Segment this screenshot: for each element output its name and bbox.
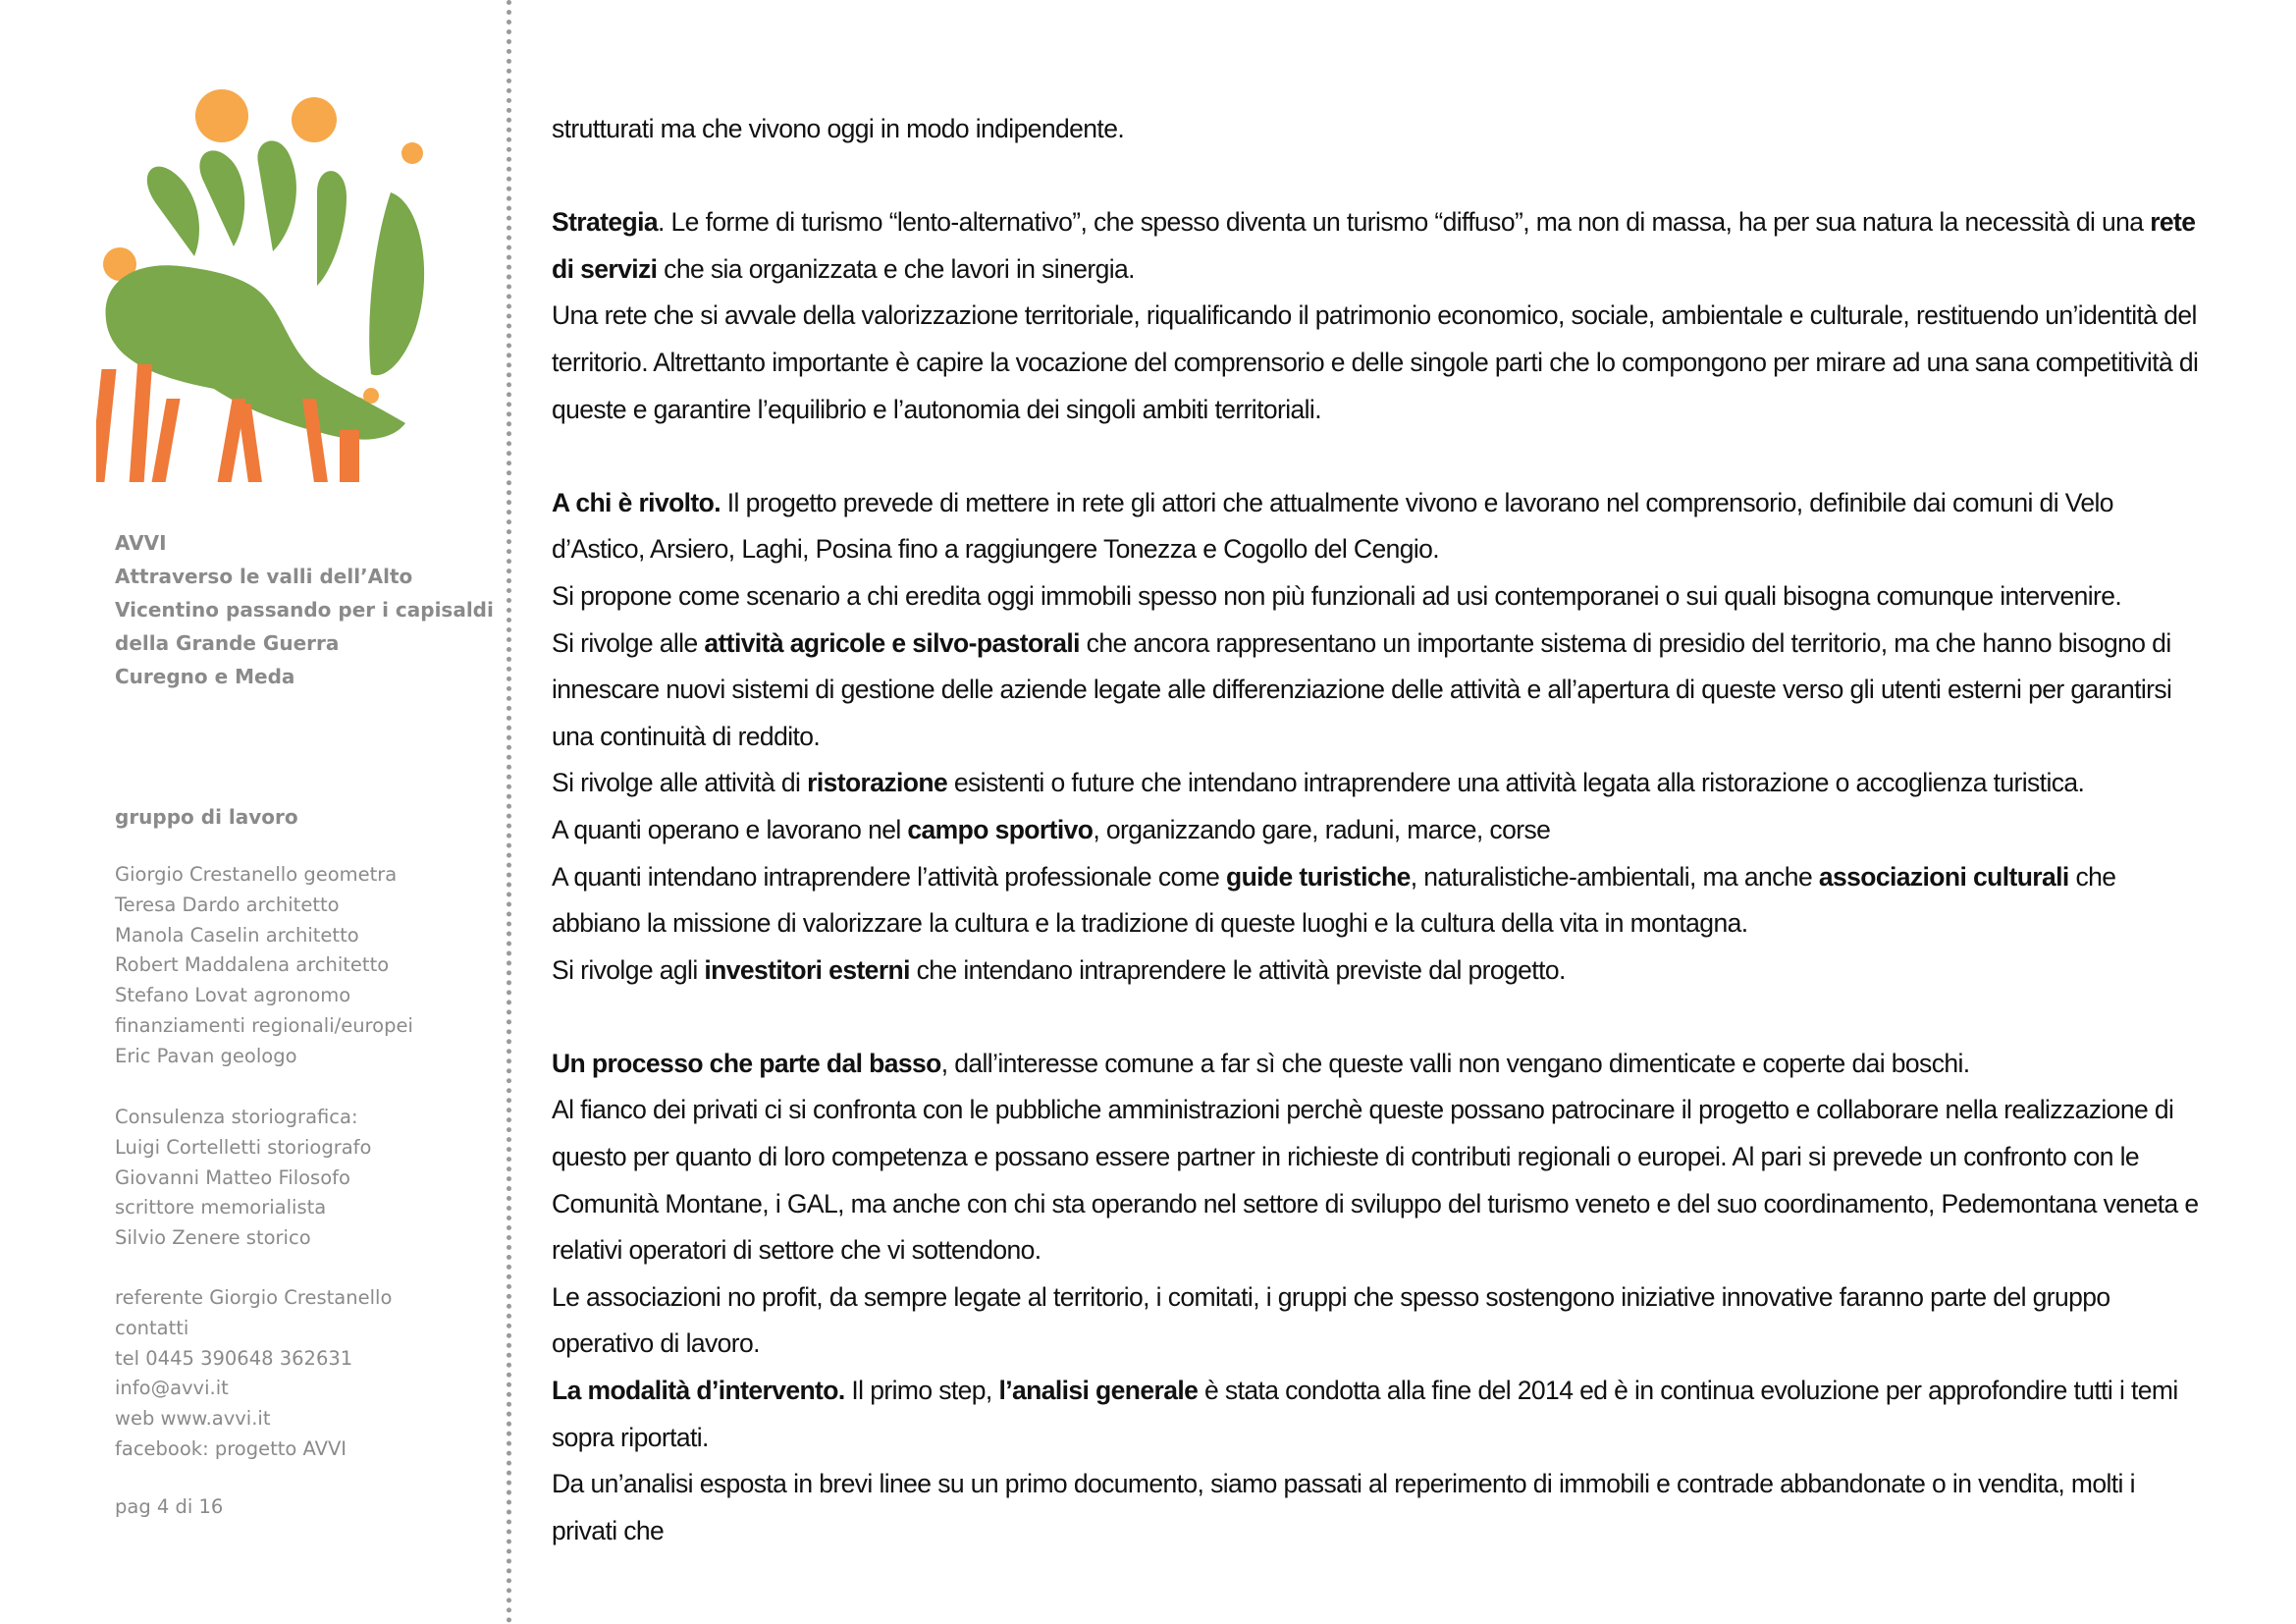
paragraph: [552, 807, 2201, 854]
text-run: Si propone come scenario a chi eredita oggi immobili spesso non più funzionali ad usi contemporanei o sui quali bisogna comunque intervenire.: [552, 580, 2122, 611]
text-run: Si rivolge alle: [552, 627, 705, 658]
text-run: Il progetto prevede di mettere in rete gli attori che attualmente vivono e lavorano nel comprensorio, definibile dai comuni di Velo d’Astico, Arsiero, Laghi, Posina fino a raggiungere Tonezza e Cogollo del Cengio.: [552, 487, 2113, 565]
paragraph: [552, 1274, 2201, 1368]
text-run: A quanti intendano intraprendere l’attività professionale come: [552, 861, 1226, 892]
bold-run: rete di servizi: [552, 207, 2196, 284]
bold-run: Un processo che parte dal basso: [552, 1048, 941, 1078]
bold-run: ristorazione: [807, 768, 948, 798]
heading-line: Vicentino passando per i capisaldi: [115, 598, 494, 622]
text-run: che ancora rappresentano un importante sistema di presidio del territorio, ma che hanno bisogno di innescare nuovi sistemi di gestione delle aziende legate alle differenziazione delle attività e all’apertura di queste verso gli utenti esterni per garantirsi una continuità di reddito.: [552, 627, 2172, 751]
text-run: Si rivolge alle attività di: [552, 768, 808, 798]
bold-run: investitori esterni: [704, 954, 910, 985]
text-run: Da un’analisi esposta in brevi linee su un primo documento, siamo passati al reperimento di immobili e contrade abbandonate o in vendita, molti i privati che: [552, 1469, 2135, 1545]
paragraph: [552, 947, 2201, 995]
text-run: che sia organizzata e che lavori in sinergia.: [657, 253, 1135, 284]
spacer: [552, 433, 2201, 480]
contact-item: facebook: progetto AVVI: [115, 1436, 347, 1460]
contact-item: contatti: [115, 1316, 189, 1339]
text-run: Si rivolge agli: [552, 954, 705, 985]
consult-item: scrittore memorialista: [115, 1196, 327, 1219]
text-run: Il primo step,: [844, 1376, 999, 1406]
paragraph: [552, 760, 2201, 807]
bold-run: associazioni culturali: [1818, 861, 2069, 892]
heading-line: Curegno e Meda: [115, 665, 295, 688]
bold-run: attività agricole e silvo-pastorali: [704, 627, 1080, 658]
group-title: gruppo di lavoro: [115, 805, 298, 829]
text-run: è stata condotta alla fine del 2014 ed è in continua evoluzione per approfondire tutti i temi sopra riportati.: [552, 1376, 2178, 1452]
heading-line: AVVI: [115, 531, 167, 555]
paragraph: [552, 621, 2201, 761]
consult-item: Luigi Cortelletti storiografo: [115, 1135, 372, 1159]
consult-item: Silvio Zenere storico: [115, 1226, 311, 1250]
text-run: . Le forme di turismo “lento-alternativo”, che spesso diventa un turismo “diffuso”, ma non di massa, ha per sua natura la necessità di una: [658, 207, 2151, 238]
paragraph: [552, 1041, 2201, 1088]
member-item: finanziamenti regionali/europei: [115, 1013, 413, 1037]
member-item: Giorgio Crestanello geometra: [115, 863, 398, 886]
member-item: Eric Pavan geologo: [115, 1044, 297, 1067]
spacer: [552, 153, 2201, 200]
paragraph: [552, 1368, 2201, 1461]
sidebar: [0, 0, 501, 1624]
consult-item: Giovanni Matteo Filosofo: [115, 1165, 350, 1189]
consult-item: Consulenza storiografica:: [115, 1106, 358, 1128]
member-item: Robert Maddalena architetto: [115, 953, 390, 977]
text-run: , dall’interesse comune a far sì che queste valli non vengano dimenticate e coperte dai boschi.: [940, 1048, 1970, 1078]
member-item: Teresa Dardo architetto: [115, 893, 340, 916]
bold-run: guide turistiche: [1226, 861, 1411, 892]
paragraph: [552, 854, 2201, 947]
spacer: [552, 994, 2201, 1041]
project-heading: [115, 526, 494, 693]
member-item: Manola Caselin architetto: [115, 923, 359, 947]
avvi-logo-icon: [96, 84, 450, 487]
text-run: Al fianco dei privati ci si confronta con le pubbliche amministrazioni perchè queste possano patrocinare il progetto e collaborare nella realizzazione di questo per quanto di loro competenza e possano essere partner in richieste di contributi regionali o europei. Al pari si prevede un confronto con le Comunità Montane, i GAL, ma anche con chi sta operando nel settore di sviluppo del turismo veneto e del suo coordinamento, Pedemontana veneta e relativi operatori di settore che vi sottendono.: [552, 1095, 2199, 1266]
heading-line: della Grande Guerra: [115, 631, 340, 655]
text-run: esistenti o future che intendano intraprendere una attività legata alla ristorazione o accoglienza turistica.: [947, 768, 2085, 798]
text-run: strutturati ma che vivono oggi in modo indipendente.: [552, 114, 1125, 143]
paragraph: [552, 1461, 2201, 1554]
dotted-divider: [507, 0, 511, 1624]
paragraph: [552, 480, 2201, 573]
contact-item: tel 0445 390648 362631: [115, 1346, 353, 1370]
contact-item: referente Giorgio Crestanello: [115, 1286, 393, 1309]
text-run: A quanti operano e lavorano nel: [552, 814, 908, 844]
paragraph: [552, 106, 2201, 153]
consult-list: [115, 1103, 371, 1254]
body-text: [552, 106, 2201, 1554]
text-run: che intendano intraprendere le attività previste dal progetto.: [909, 954, 1566, 985]
text-run: Le associazioni no profit, da sempre legate al territorio, i comitati, i gruppi che spesso sostengono iniziative innovative faranno parte del gruppo operativo di lavoro.: [552, 1281, 2110, 1359]
bold-run: Strategia: [552, 207, 659, 238]
bold-run: l’analisi generale: [998, 1376, 1199, 1406]
page-number: pag 4 di 16: [115, 1495, 224, 1518]
members-list: [115, 860, 413, 1072]
paragraph: [552, 293, 2201, 433]
text-run: , organizzando gare, raduni, marce, corse: [1093, 814, 1551, 844]
paragraph: [552, 1087, 2201, 1273]
contact-item: web www.avvi.it: [115, 1407, 271, 1431]
text-run: , naturalistiche-ambientali, ma anche: [1410, 861, 1819, 892]
contact-item: info@avvi.it: [115, 1377, 229, 1400]
bold-run: A chi è rivolto.: [552, 487, 721, 517]
heading-line: Attraverso le valli dell’Alto: [115, 565, 413, 588]
paragraph: [552, 199, 2201, 293]
member-item: Stefano Lovat agronomo: [115, 984, 351, 1007]
contact-list: [115, 1283, 392, 1465]
paragraph: [552, 573, 2201, 621]
text-run: Una rete che si avvale della valorizzazione territoriale, riqualificando il patrimonio economico, sociale, ambientale e culturale, restituendo un’identità del territorio. Altrettanto importante è capire la vocazione del comprensorio e delle singole parti che lo compongono per mirare ad una sana competitività di queste e garantire l’equilibrio e l’autonomia dei singoli ambiti territoriali.: [552, 300, 2199, 424]
text-run: che abbiano la missione di valorizzare la cultura e la tradizione di queste luoghi e la cultura della vita in montagna.: [552, 861, 2116, 939]
bold-run: La modalità d’intervento.: [552, 1376, 845, 1406]
bold-run: campo sportivo: [907, 814, 1094, 844]
